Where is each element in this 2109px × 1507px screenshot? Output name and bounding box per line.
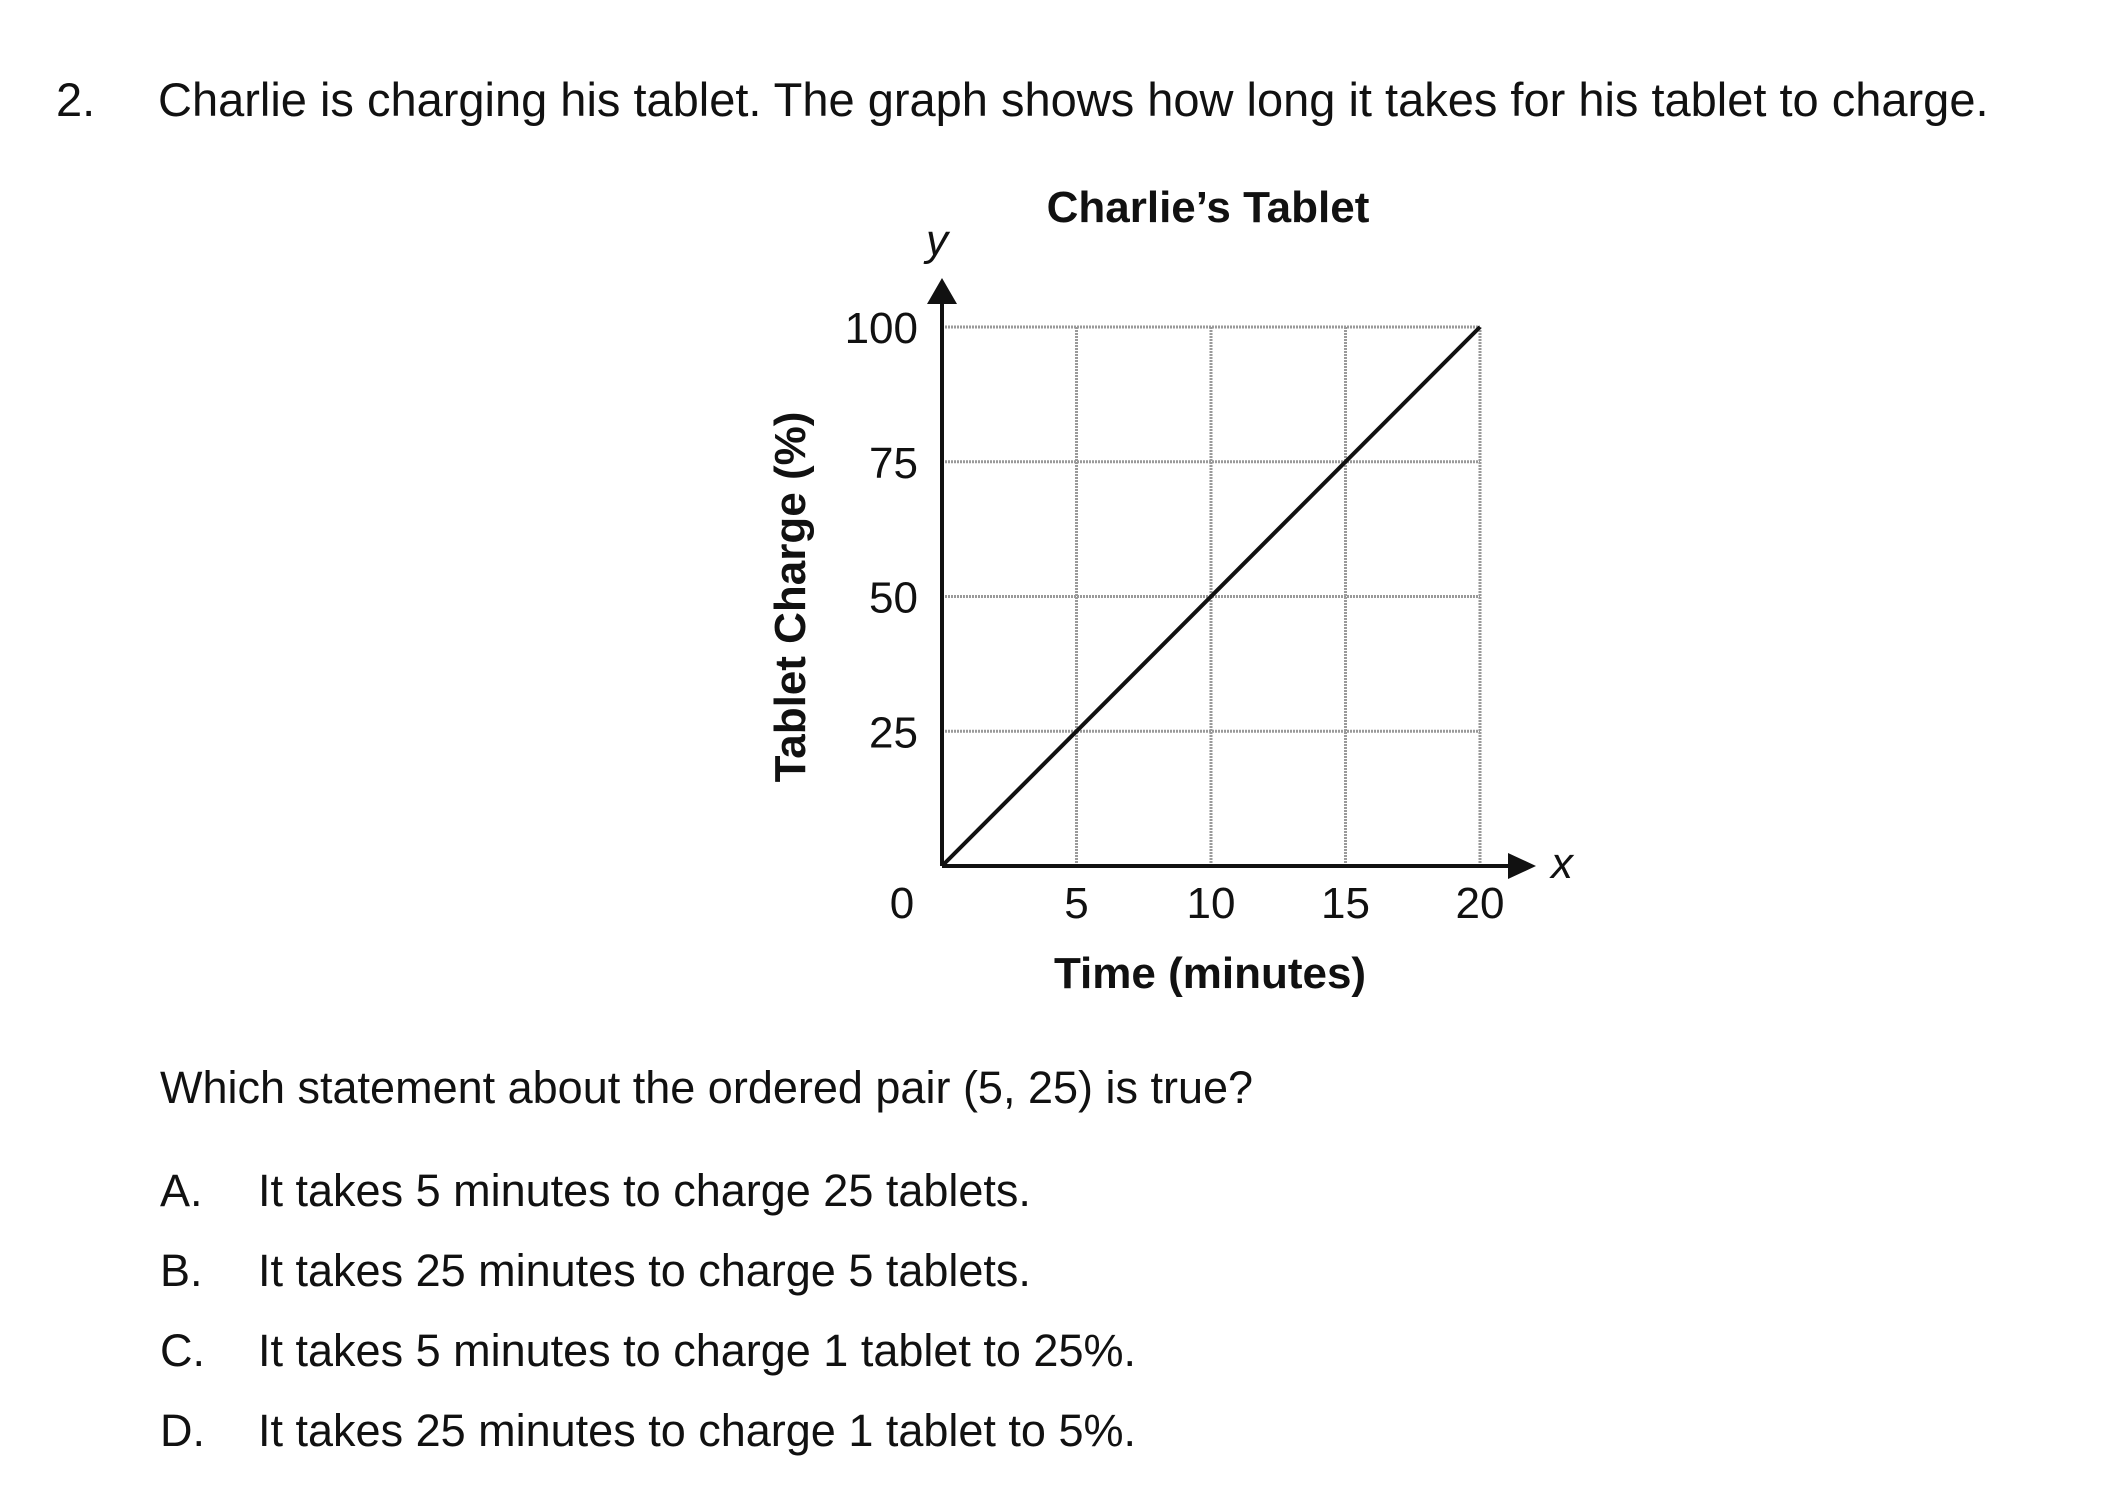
- x-axis-title: Time (minutes): [1053, 949, 1367, 998]
- answer-choice-d[interactable]: [160, 1405, 1136, 1457]
- choice-text: It takes 25 minutes to charge 5 tablets.: [258, 1245, 1031, 1296]
- choice-text: It takes 5 minutes to charge 1 tablet to 25%.: [258, 1325, 1137, 1376]
- choice-letter: C.: [160, 1325, 205, 1376]
- choice-letter: A.: [160, 1165, 203, 1216]
- choice-text: It takes 25 minutes to charge 1 tablet to 5%.: [258, 1405, 1137, 1456]
- answer-choice-c[interactable]: [160, 1325, 1136, 1377]
- x-tick-label: 10: [1186, 879, 1236, 928]
- x-axis-arrow-icon: [1508, 853, 1536, 879]
- question-prompt: Which statement about the ordered pair (5, 25) is true?: [160, 1062, 1254, 1113]
- x-tick-label: 20: [1455, 879, 1505, 928]
- origin-label: 0: [889, 879, 915, 928]
- choice-letter: D.: [160, 1405, 205, 1456]
- answer-choice-a[interactable]: [160, 1165, 1031, 1217]
- question-stem: Charlie is charging his tablet. The graph shows how long it takes for his tablet to charge.: [158, 73, 1989, 126]
- x-axis-letter: x: [1551, 839, 1573, 888]
- y-tick-label: 25: [869, 708, 918, 758]
- answer-choice-b[interactable]: [160, 1245, 1031, 1297]
- y-tick-label: 50: [869, 573, 918, 623]
- question-number: 2.: [56, 73, 96, 126]
- x-tick-label: 5: [1064, 879, 1089, 928]
- chart-title: Charlie’s Tablet: [1046, 183, 1370, 232]
- x-tick-label: 15: [1321, 879, 1370, 928]
- choice-text: It takes 5 minutes to charge 25 tablets.: [258, 1165, 1031, 1216]
- y-axis-title: Tablet Charge (%): [766, 411, 815, 783]
- choice-letter: B.: [160, 1245, 203, 1296]
- y-tick-label: 100: [844, 304, 918, 353]
- y-axis-letter: y: [926, 216, 948, 265]
- y-axis-arrow-icon: [927, 278, 957, 304]
- y-tick-label: 75: [869, 438, 918, 488]
